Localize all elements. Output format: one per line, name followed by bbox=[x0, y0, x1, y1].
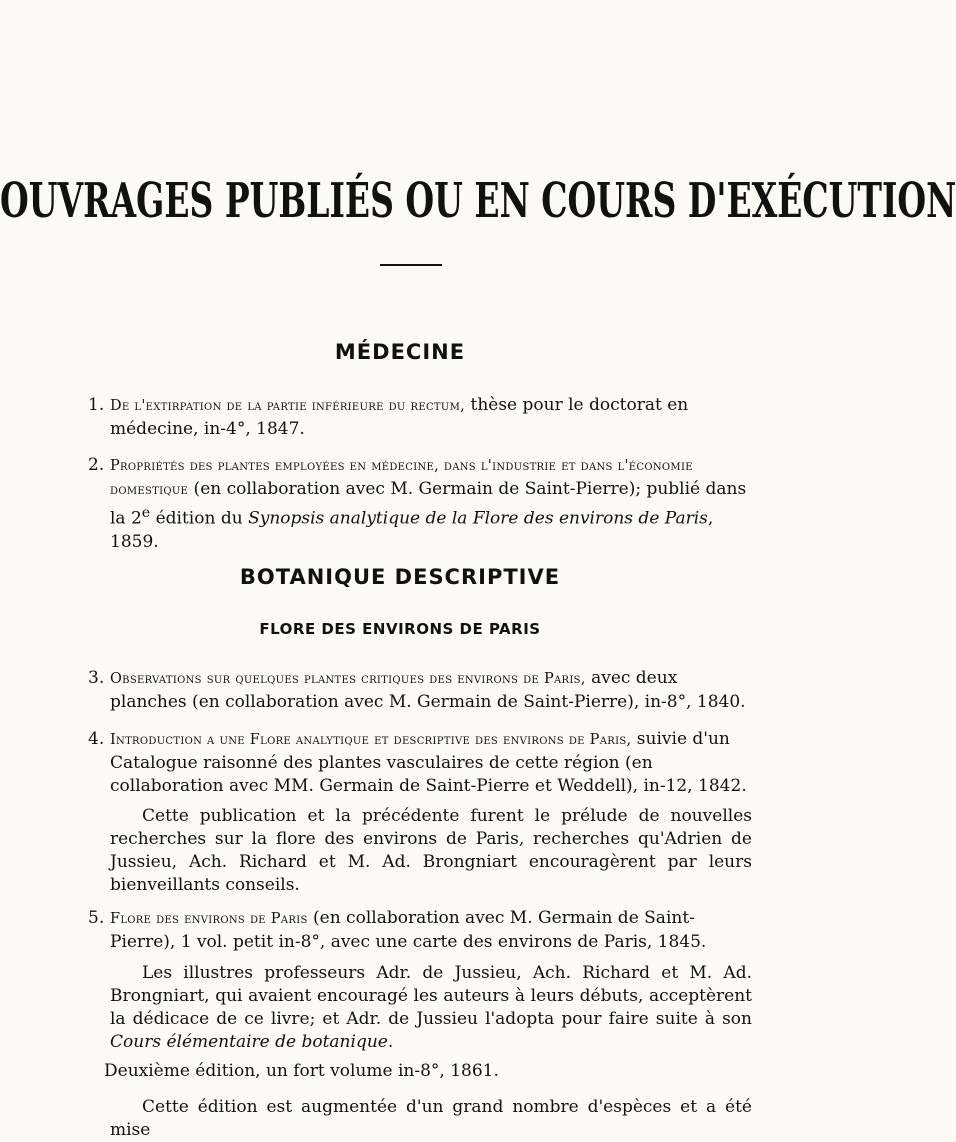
entry-2 bbox=[88, 454, 750, 554]
page-title: OUVRAGES PUBLIÉS OU EN COURS D'EXÉCUTION bbox=[0, 172, 956, 229]
entry-1 bbox=[88, 394, 750, 441]
entry-text: (en collaboration avec M. Germain de Saint-Pierre); publié dans la 2 bbox=[110, 479, 747, 529]
entry-number: 5. bbox=[88, 908, 105, 928]
entry-number: 4. bbox=[88, 729, 105, 749]
entry-number: 3. bbox=[88, 668, 105, 688]
entry-title: De l'extirpation de la partie inférieure du rectum, bbox=[110, 398, 466, 414]
entry-title: Introduction a une Flore analytique et descriptive des environs de Paris, bbox=[110, 732, 632, 748]
title-divider bbox=[380, 264, 442, 266]
entry-text: édition du bbox=[150, 508, 249, 529]
entry-text: suivie d'un Catalogue raisonné des plantes vasculaires de cette région (en collaboration avec MM. Germain de Saint-Pierre et Weddell), in-12, 1842. bbox=[110, 729, 747, 796]
entry-5 bbox=[88, 907, 750, 954]
section-title-medecine: MÉDECINE bbox=[334, 340, 466, 364]
entry-3 bbox=[88, 667, 750, 714]
paragraph-end: . bbox=[387, 1032, 394, 1052]
paragraph-edition-note: Cette édition est augmentée d'un grand nombre d'espèces et a été mise bbox=[110, 1097, 752, 1140]
entry-italic-title: Synopsis analytique de la Flore des environs de Paris bbox=[248, 508, 708, 529]
entry-number: 2. bbox=[88, 455, 105, 475]
subsection-title-flore: FLORE DES ENVIRONS DE PARIS bbox=[259, 620, 541, 638]
entry-4 bbox=[88, 728, 750, 798]
entry-text: avec deux planches (en collaboration avec M. Germain de Saint-Pierre), in-8°, 1840. bbox=[110, 668, 746, 712]
entry-title: Flore des environs de Paris bbox=[110, 911, 308, 927]
entry-text: , 1859. bbox=[110, 508, 714, 552]
entry-text: thèse pour le doctorat en médecine, in-4°, 1847. bbox=[110, 395, 689, 439]
paragraph-entry-4-note: Cette publication et la précédente furent le prélude de nouvelles recherches sur la flore des environs de Paris, recherches qu'Adrien de Jussieu, Ach. Richard et M. Ad. Brongniart encouragèrent par leurs bienveillants conseils. bbox=[110, 806, 752, 895]
entry-title: Propriétés des plantes employées en médecine, dans l'industrie et dans l'économie domestique bbox=[110, 458, 693, 498]
entry-title: Observations sur quelques plantes critiques des environs de Paris, bbox=[110, 671, 586, 687]
second-edition-line: Deuxième édition, un fort volume in-8°, 1861. bbox=[104, 1061, 499, 1081]
paragraph-text: Les illustres professeurs Adr. de Jussieu, Ach. Richard et M. Ad. Brongniart, qui avaient encouragé les auteurs à leurs débuts, acceptèrent la dédicace de ce livre; et Adr. de Jussieu l'adopta pour faire suite à son bbox=[110, 963, 752, 1029]
entry-number: 1. bbox=[88, 395, 105, 415]
section-title-botanique: BOTANIQUE DESCRIPTIVE bbox=[239, 565, 561, 589]
entry-text: (en collaboration avec M. Germain de Saint-Pierre), 1 vol. petit in-8°, avec une carte des environs de Paris, 1845. bbox=[110, 908, 707, 952]
entry-superscript: e bbox=[141, 505, 151, 521]
paragraph-entry-5-note bbox=[110, 962, 752, 1054]
paragraph-italic-title: Cours élémentaire de botanique bbox=[110, 1032, 388, 1052]
